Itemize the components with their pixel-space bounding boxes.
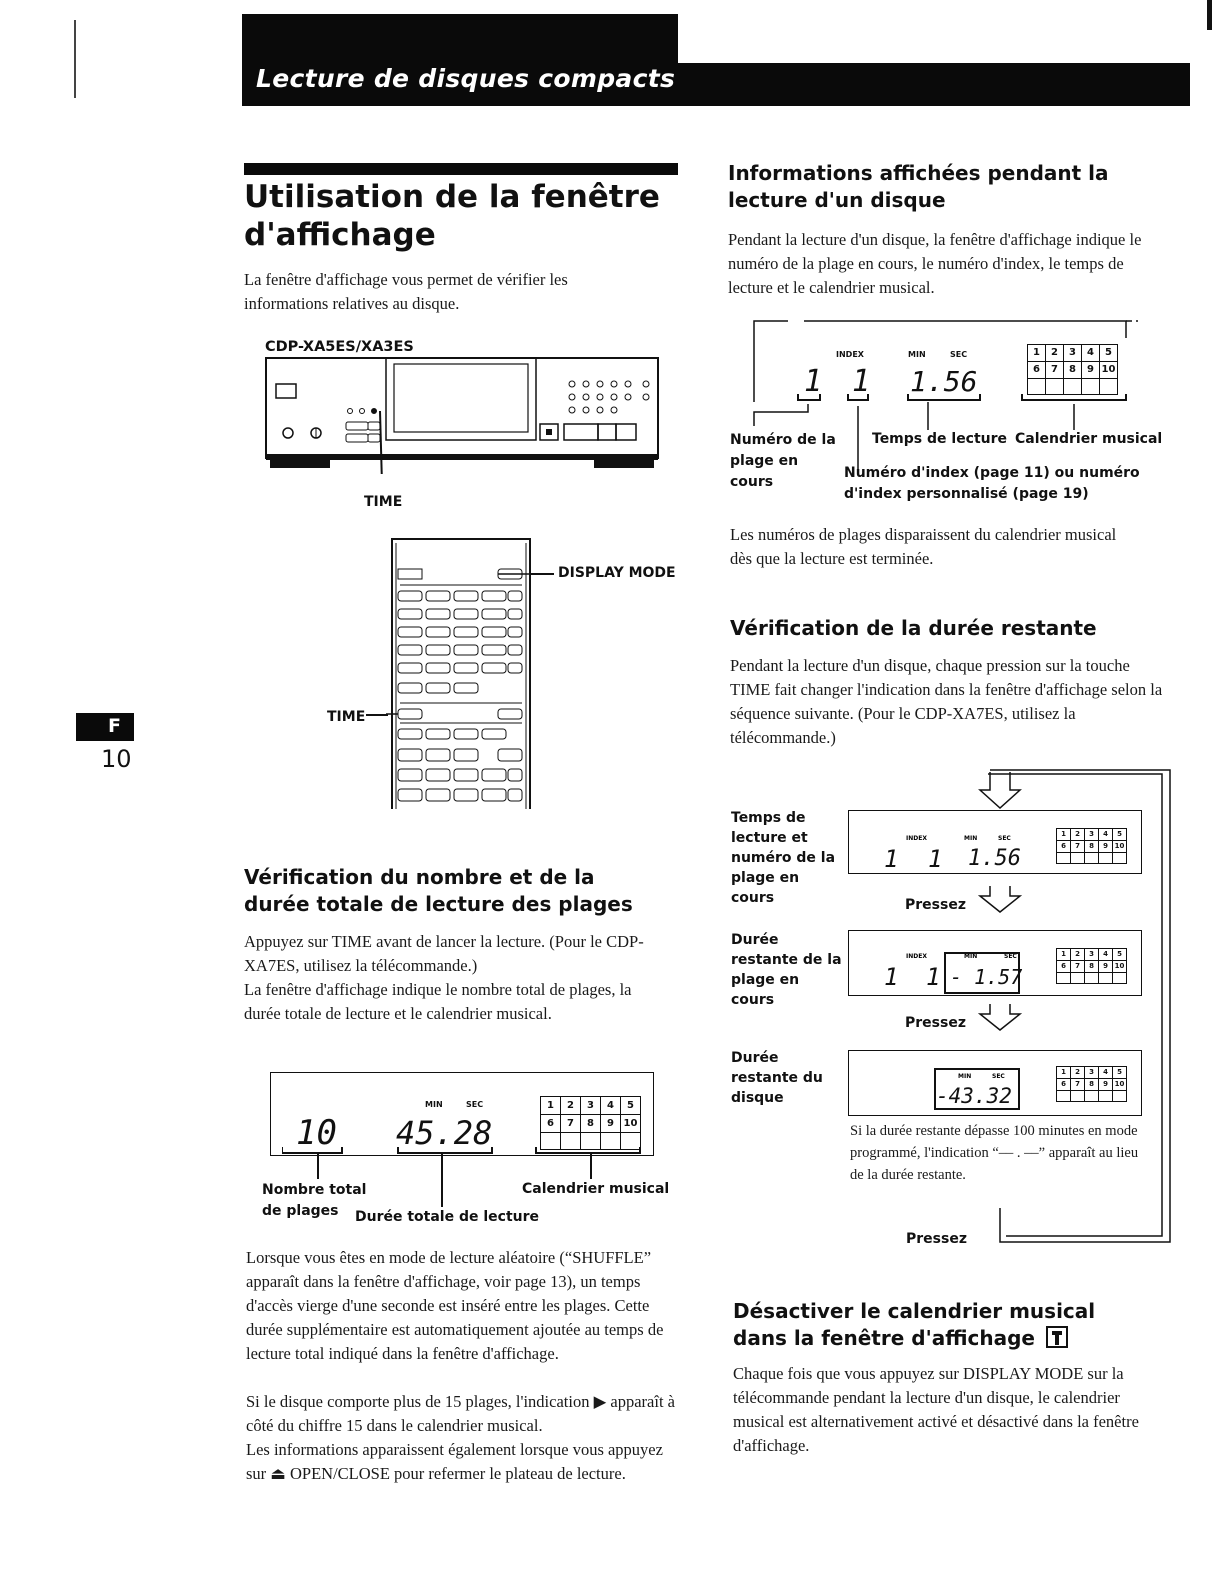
calendar-cell-empty bbox=[1099, 1091, 1113, 1102]
calendar-cell: 3 bbox=[1064, 345, 1082, 362]
seq1-calendar bbox=[1056, 828, 1127, 864]
calendar-cell: 1 bbox=[1057, 949, 1071, 961]
calendar-cell-empty bbox=[1085, 973, 1099, 984]
calendar-cell: 8 bbox=[1085, 841, 1099, 853]
calendar-cell: 10 bbox=[1113, 841, 1127, 853]
section2-title: Informations affichées pendant la lecture d'un disque bbox=[728, 161, 1109, 212]
calendar-cell: 5 bbox=[1113, 1067, 1127, 1079]
calendar-cell: 5 bbox=[1113, 829, 1127, 841]
label-track-number: Numéro de la plage en cours bbox=[730, 432, 836, 490]
cd-player-illustration bbox=[262, 354, 662, 474]
calendar-cell-empty bbox=[1057, 853, 1071, 864]
calendar-cell: 4 bbox=[1099, 1067, 1113, 1079]
label-total-time: Durée totale de lecture bbox=[355, 1209, 540, 1225]
svg-text:SEC: SEC bbox=[1004, 953, 1017, 960]
section1-paragraph1: Appuyez sur TIME avant de lancer la lecture. (Pour le CDP-XA7ES, utilisez la télécommande.) bbox=[244, 932, 644, 975]
section2-note: Les numéros de plages disparaissent du calendrier musical dès que la lecture est terminée. bbox=[730, 525, 1117, 568]
calendar-cell: 6 bbox=[1028, 362, 1046, 379]
calendar-cell: 10 bbox=[1100, 362, 1118, 379]
calendar-cell: 10 bbox=[1113, 1079, 1127, 1091]
svg-text:MIN: MIN bbox=[964, 835, 978, 842]
calendar-cell: 8 bbox=[581, 1115, 601, 1133]
seq1-label: Temps de lecture et numéro de la plage en cours bbox=[731, 810, 836, 906]
calendar-cell: 7 bbox=[1071, 841, 1085, 853]
seq2-index: 1 bbox=[926, 963, 941, 991]
seq2-calendar-grid bbox=[1056, 948, 1127, 984]
svg-text:MIN: MIN bbox=[958, 1073, 972, 1080]
time-remote-leader bbox=[366, 714, 388, 716]
svg-text:SEC: SEC bbox=[998, 835, 1011, 842]
header-title: Lecture de disques compacts bbox=[256, 64, 676, 93]
calendar-cell: 10 bbox=[621, 1115, 641, 1133]
scan-mark bbox=[1207, 0, 1212, 30]
seq3-indicators bbox=[956, 1070, 1016, 1080]
header-banner-extension bbox=[676, 63, 1190, 106]
calendar-cell: 2 bbox=[561, 1097, 581, 1115]
seq3-time: -43.32 bbox=[936, 1084, 1012, 1108]
calendar-cell: 9 bbox=[601, 1115, 621, 1133]
display1-leader-calendar bbox=[590, 1153, 592, 1179]
display1-tracks: 10 bbox=[296, 1113, 337, 1153]
calendar-cell: 2 bbox=[1071, 829, 1085, 841]
calendar-cell: 9 bbox=[1082, 362, 1100, 379]
label-index-number: Numéro d'index (page 11) ou numéro d'index personnalisé (page 19) bbox=[844, 465, 1140, 502]
seq3-calendar-grid bbox=[1056, 1066, 1127, 1102]
press-label-1: Pressez bbox=[905, 897, 966, 913]
display1-min-label: MIN bbox=[425, 1100, 443, 1109]
label-total-tracks: Nombre total de plages bbox=[262, 1182, 367, 1219]
svg-text:SEC: SEC bbox=[992, 1073, 1005, 1080]
display1-sec-label: SEC bbox=[466, 1100, 484, 1109]
calendar-cell: 6 bbox=[1057, 841, 1071, 853]
calendar-cell: 2 bbox=[1046, 345, 1064, 362]
display1-calendar bbox=[540, 1096, 641, 1150]
calendar-cell: 2 bbox=[1071, 949, 1085, 961]
calendar-cell-empty bbox=[1099, 853, 1113, 864]
model-label: CDP-XA5ES/XA3ES bbox=[265, 339, 414, 355]
display-mode-label: DISPLAY MODE bbox=[558, 565, 676, 581]
remote-only-icon bbox=[1046, 1326, 1068, 1348]
calendar-cell: 4 bbox=[1082, 345, 1100, 362]
calendar-cell-empty bbox=[1057, 973, 1071, 984]
calendar-cell: 7 bbox=[1046, 362, 1064, 379]
calendar-cell: 8 bbox=[1064, 362, 1082, 379]
display2-track: 1 bbox=[804, 364, 823, 399]
calendar-cell: 6 bbox=[1057, 961, 1071, 973]
calendar-cell-empty bbox=[561, 1133, 581, 1150]
time-label-player: TIME bbox=[364, 494, 403, 510]
remote-control-illustration bbox=[386, 533, 536, 813]
display-mode-leader bbox=[530, 573, 554, 575]
calendar-cell-empty bbox=[1113, 853, 1127, 864]
calendar-cell: 4 bbox=[601, 1097, 621, 1115]
label-play-time: Temps de lecture bbox=[872, 431, 1008, 447]
press-label-2: Pressez bbox=[905, 1015, 966, 1031]
calendar-cell-empty bbox=[1071, 853, 1085, 864]
section4-title: Désactiver le calendrier musical dans la fenêtre d'affichage bbox=[733, 1299, 1096, 1350]
calendar-cell-empty bbox=[1028, 379, 1046, 395]
calendar-cell-empty bbox=[541, 1133, 561, 1150]
side-tab-letter: F bbox=[108, 715, 121, 737]
calendar-cell-empty bbox=[1099, 973, 1113, 984]
seq2-calendar bbox=[1056, 948, 1127, 984]
section3-title: Vérification de la durée restante bbox=[730, 616, 1097, 640]
display1-calendar-grid bbox=[540, 1096, 641, 1150]
section2-paragraph: Pendant la lecture d'un disque, la fenêtre d'affichage indique le numéro de la plage en cours, le numéro d'index, le temps de lecture et le calendrier musical. bbox=[728, 230, 1142, 297]
label-calendar-1: Calendrier musical bbox=[522, 1181, 670, 1197]
calendar-cell-empty bbox=[1071, 973, 1085, 984]
section1-title: Vérification du nombre et de la durée totale de lecture des plages bbox=[244, 865, 633, 916]
side-tab bbox=[76, 713, 134, 741]
calendar-cell-empty bbox=[1113, 1091, 1127, 1102]
page-title: Utilisation de la fenêtre d'affichage bbox=[244, 179, 660, 253]
down-arrow-icon bbox=[980, 886, 1020, 912]
calendar-cell: 10 bbox=[1113, 961, 1127, 973]
calendar-cell: 9 bbox=[1099, 1079, 1113, 1091]
shuffle-paragraph: Lorsque vous êtes en mode de lecture aléatoire (“SHUFFLE” apparaît dans la fenêtre d'affichage, voir page 13), un temps d'accès vierge d'une seconde est inséré entre les plages. Cette durée supplémentaire est automatiquement ajoutée au temps de lecture total indiqué dans la fenêtre d'affichage. bbox=[246, 1248, 664, 1363]
seq2-time: - 1.57 bbox=[950, 965, 1023, 989]
intro-paragraph: La fenêtre d'affichage vous permet de vérifier les informations relatives au disque. bbox=[244, 270, 568, 313]
open-close-paragraph: Les informations apparaissent également lorsque vous appuyez sur ⏏ OPEN/CLOSE pour refermer le plateau de lecture. bbox=[246, 1440, 663, 1483]
seq3-calendar bbox=[1056, 1066, 1127, 1102]
svg-text:INDEX: INDEX bbox=[906, 953, 927, 960]
calendar-cell-empty bbox=[621, 1133, 641, 1150]
press-label-3: Pressez bbox=[906, 1231, 967, 1247]
calendar-cell-empty bbox=[1085, 853, 1099, 864]
calendar-cell-empty bbox=[1085, 1091, 1099, 1102]
calendar-cell-empty bbox=[1046, 379, 1064, 395]
section1-paragraph2: La fenêtre d'affichage indique le nombre total de plages, la durée totale de lecture et le calendrier musical. bbox=[244, 980, 632, 1023]
svg-text:INDEX: INDEX bbox=[906, 835, 927, 842]
calendar-cell: 8 bbox=[1085, 961, 1099, 973]
svg-text:MIN: MIN bbox=[964, 953, 978, 960]
display2-time: 1.56 bbox=[910, 365, 978, 398]
calendar-cell: 7 bbox=[1071, 961, 1085, 973]
display2-index-label: INDEX bbox=[836, 350, 864, 359]
seq1-calendar-grid bbox=[1056, 828, 1127, 864]
calendar-cell: 3 bbox=[1085, 1067, 1099, 1079]
down-arrow-icon bbox=[980, 1004, 1020, 1030]
seq2-label: Durée restante de la plage en cours bbox=[731, 932, 842, 1008]
page-number: 10 bbox=[101, 745, 132, 773]
calendar-cell: 4 bbox=[1099, 949, 1113, 961]
display1-time: 45.28 bbox=[396, 1114, 493, 1152]
seq1-time: 1.56 bbox=[968, 846, 1021, 871]
calendar-cell-empty bbox=[1082, 379, 1100, 395]
display2-calendar bbox=[1027, 344, 1118, 395]
seq1-index: 1 bbox=[928, 845, 943, 873]
tracks-15-paragraph: Si le disque comporte plus de 15 plages, l'indication ▶ apparaît à côté du chiffre 15 dans le calendrier musical. bbox=[246, 1392, 675, 1435]
calendar-cell-empty bbox=[1057, 1091, 1071, 1102]
seq1-indicators bbox=[906, 832, 1016, 842]
calendar-cell: 4 bbox=[1099, 829, 1113, 841]
calendar-cell: 3 bbox=[581, 1097, 601, 1115]
display2-min-label: MIN bbox=[908, 350, 926, 359]
calendar-cell-empty bbox=[601, 1133, 621, 1150]
display2-index: 1 bbox=[852, 364, 871, 399]
calendar-cell: 8 bbox=[1085, 1079, 1099, 1091]
section3-paragraph: Pendant la lecture d'un disque, chaque pression sur la touche TIME fait changer l'indication dans la fenêtre d'affichage selon la séquence suivante. (Pour le CDP-XA7ES, utilisez la télécommande.) bbox=[730, 656, 1163, 747]
calendar-cell: 6 bbox=[541, 1115, 561, 1133]
calendar-cell-empty bbox=[1113, 973, 1127, 984]
calendar-cell: 5 bbox=[621, 1097, 641, 1115]
calendar-cell-empty bbox=[1064, 379, 1082, 395]
display1-leader-time bbox=[441, 1153, 443, 1207]
seq-note: Si la durée restante dépasse 100 minutes en mode programmé, l'indication “–– . ––” apparaît au lieu de la durée restante. bbox=[850, 1123, 1139, 1183]
calendar-cell: 9 bbox=[1099, 841, 1113, 853]
display2-sec-label: SEC bbox=[950, 350, 968, 359]
calendar-cell: 1 bbox=[1057, 1067, 1071, 1079]
calendar-cell: 2 bbox=[1071, 1067, 1085, 1079]
scan-mark bbox=[74, 20, 76, 98]
calendar-cell: 5 bbox=[1113, 949, 1127, 961]
calendar-cell: 1 bbox=[541, 1097, 561, 1115]
down-arrow-icon bbox=[980, 772, 1020, 808]
calendar-cell-empty bbox=[1071, 1091, 1085, 1102]
calendar-cell: 6 bbox=[1057, 1079, 1071, 1091]
display1-leader-tracks bbox=[317, 1153, 319, 1179]
calendar-cell: 7 bbox=[1071, 1079, 1085, 1091]
label-calendar-2: Calendrier musical bbox=[1015, 431, 1163, 447]
display2-calendar-grid bbox=[1027, 344, 1118, 395]
section4-paragraph: Chaque fois que vous appuyez sur DISPLAY MODE sur la télécommande pendant la lecture d'un disque, le calendrier musical est alternativement activé et désactivé dans la fenêtre d'affichage. bbox=[733, 1364, 1139, 1455]
calendar-cell: 5 bbox=[1100, 345, 1118, 362]
calendar-cell: 1 bbox=[1028, 345, 1046, 362]
seq3-label: Durée restante du disque bbox=[731, 1050, 823, 1106]
calendar-cell: 9 bbox=[1099, 961, 1113, 973]
title-rule bbox=[244, 163, 678, 175]
calendar-cell-empty bbox=[1100, 379, 1118, 395]
calendar-cell: 3 bbox=[1085, 829, 1099, 841]
calendar-cell: 3 bbox=[1085, 949, 1099, 961]
seq1-track: 1 bbox=[884, 845, 899, 873]
calendar-cell-empty bbox=[581, 1133, 601, 1150]
time-label-remote: TIME bbox=[327, 709, 366, 725]
seq2-track: 1 bbox=[884, 963, 899, 991]
calendar-cell: 7 bbox=[561, 1115, 581, 1133]
calendar-cell: 1 bbox=[1057, 829, 1071, 841]
